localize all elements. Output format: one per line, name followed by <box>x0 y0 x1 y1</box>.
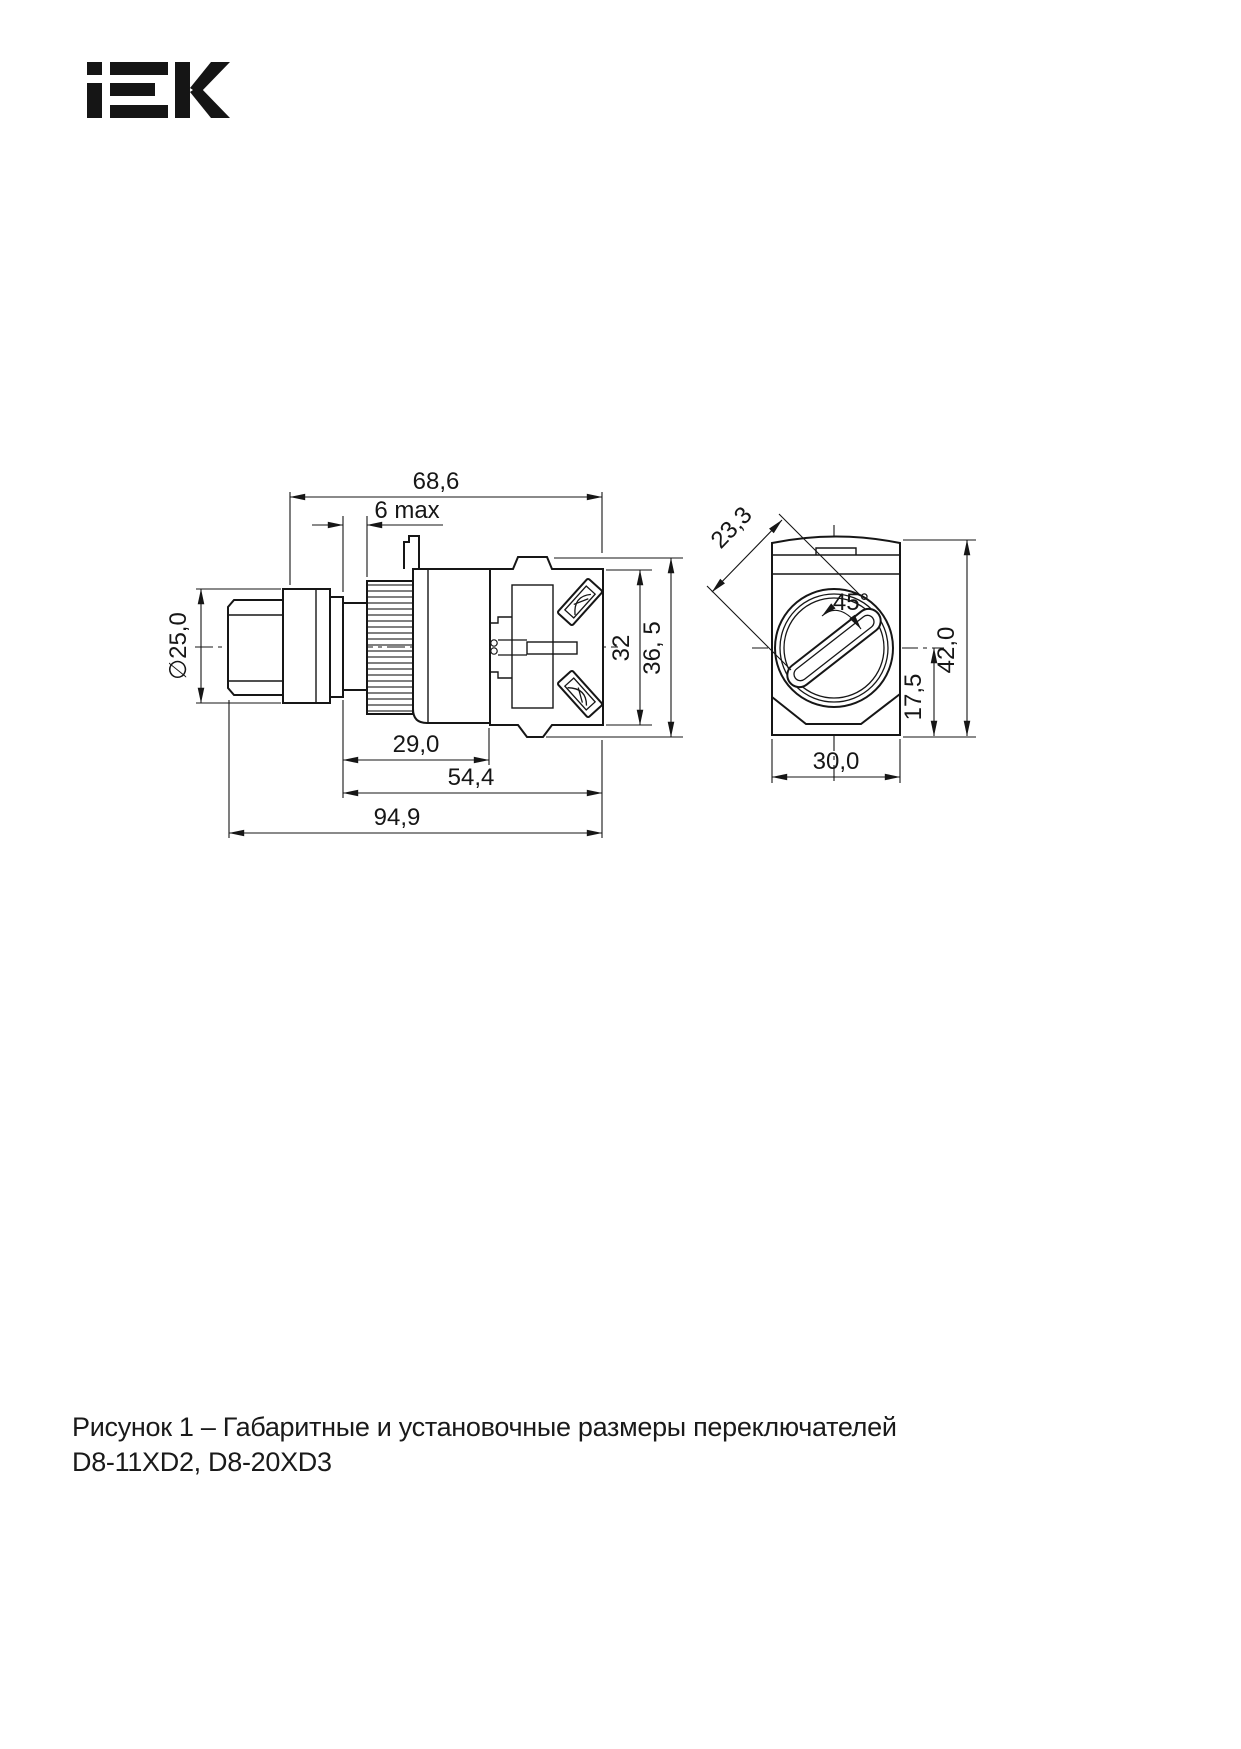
bezel-flange <box>283 589 330 703</box>
logo-i-dot <box>87 62 102 75</box>
dim-center-to-bottom-17-5 <box>900 648 934 736</box>
panel-washer <box>330 597 343 697</box>
dim-label-68-6: 68,6 <box>412 468 460 495</box>
extension-line <box>343 516 367 592</box>
side-view <box>195 536 618 737</box>
logo-e-mid-bar <box>110 83 155 96</box>
anti-rotation-tab <box>404 536 419 569</box>
figure-caption-line1: Рисунок 1 – Габаритные и установочные размеры переключателей <box>72 1412 897 1442</box>
dim-label-30-0: 30,0 <box>812 748 860 775</box>
dim-label-diameter: ∅25,0 <box>165 612 192 680</box>
dim-label-6-max: 6 max <box>374 497 440 524</box>
dim-total-width <box>290 468 602 585</box>
logo-i-stem <box>87 83 102 118</box>
logo-k-lower-arm <box>190 86 230 118</box>
logo-e-bottom-bar <box>110 105 168 118</box>
figure-caption-line2: D8-11XD2, D8-20XD3 <box>72 1447 332 1477</box>
knurled-nut <box>367 581 413 714</box>
dim-front-width-30 <box>772 739 900 783</box>
dim-label-45deg: 45° <box>832 589 870 616</box>
dim-label-54-4: 54,4 <box>447 764 495 791</box>
iek-logo <box>87 62 230 118</box>
figure-caption <box>72 1410 897 1480</box>
logo-e-top-bar <box>110 62 168 75</box>
dim-label-36-5: 36, 5 <box>639 621 666 675</box>
threaded-neck <box>343 603 367 690</box>
dim-label-94-9: 94,9 <box>373 804 421 831</box>
front-view <box>752 525 944 783</box>
dim-label-29: 29,0 <box>392 731 440 758</box>
dim-label-23-3: 23,3 <box>705 501 758 554</box>
housing-outline <box>413 569 490 723</box>
dim-label-17-5: 17,5 <box>900 673 927 721</box>
logo-k-stem <box>175 62 190 118</box>
dim-label-42-0: 42,0 <box>933 626 960 674</box>
dim-label-32: 32 <box>608 634 635 662</box>
